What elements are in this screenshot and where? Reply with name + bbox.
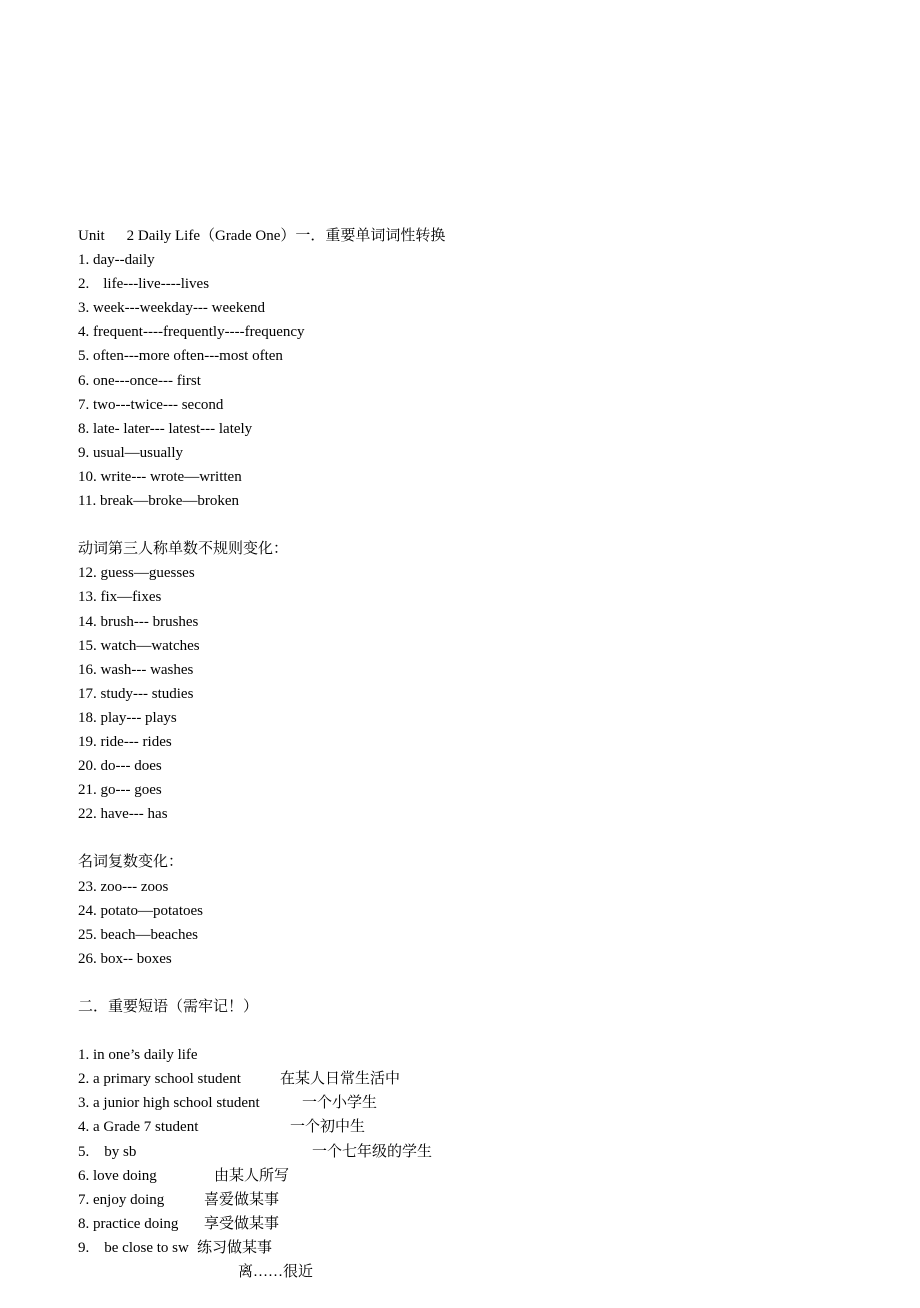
list-item: 9. usual—usually (78, 444, 183, 461)
list-item: 7. two---twice--- second (78, 396, 224, 413)
phrase-english: 1. in one’s daily life (78, 1047, 198, 1064)
title-unit: Unit (78, 228, 105, 244)
list-item: 15. watch—watches (78, 637, 200, 654)
phrase-english: 2. a primary school student (78, 1071, 241, 1088)
item-text: life---live----lives (103, 276, 210, 293)
list-item: 11. break—broke—broken (78, 493, 240, 510)
spacer (78, 513, 898, 537)
phrase-chinese: 在某人日常生活中 (280, 1071, 401, 1088)
list-item: 24. potato—potatoes (78, 902, 203, 919)
title-rest: 2 Daily Life（Grade One）一．重要单词词性转换 (126, 228, 446, 244)
phrase-chinese: 享受做某事 (204, 1215, 280, 1232)
list-item: 10. write--- wrote—written (78, 468, 242, 485)
list-item: 20. do--- does (78, 758, 162, 775)
section-heading: 动词第三人称单数不规则变化： (78, 541, 289, 558)
phrase-chinese: 一个小学生 (302, 1095, 378, 1112)
list-item (78, 272, 898, 296)
section-heading: 名词复数变化： (78, 854, 184, 871)
phrase-chinese: 一个七年级的学生 (312, 1143, 433, 1160)
phrase-english: 6. love doing (78, 1167, 157, 1184)
list-item: 8. late- later--- latest--- lately (78, 420, 253, 437)
phrase-chinese: 一个初中生 (290, 1119, 366, 1136)
list-item: 23. zoo--- zoos (78, 878, 169, 895)
document-title (78, 224, 898, 248)
phrase-english: 4. a Grade 7 student (78, 1119, 199, 1136)
document-page (78, 224, 898, 1281)
list-item: 12. guess—guesses (78, 565, 195, 582)
list-item: 5. often---more often---most often (78, 348, 283, 365)
section-third-person (78, 537, 898, 826)
spacer (78, 971, 898, 995)
phrase-english: 5. by sb (78, 1143, 137, 1160)
phrase-english: 9. be close to sw (78, 1239, 189, 1256)
spacer (78, 826, 898, 850)
phrase-chinese: 喜爱做某事 (204, 1191, 280, 1208)
list-item: 6. one---once--- first (78, 372, 201, 389)
list-item: 18. play--- plays (78, 709, 177, 726)
section-phrases (78, 995, 898, 1281)
phrase-chinese: 离……很近 (238, 1264, 314, 1281)
phrase-chinese: 由某人所写 (214, 1167, 290, 1184)
phrase-english: 3. a junior high school student (78, 1095, 260, 1112)
list-item: 14. brush--- brushes (78, 613, 199, 630)
list-item: 25. beach—beaches (78, 926, 198, 943)
list-item: 26. box-- boxes (78, 950, 172, 967)
section-word-forms (78, 248, 898, 513)
list-item: 16. wash--- washes (78, 661, 194, 678)
item-number: 2. (78, 276, 90, 293)
list-item: 3. week---weekday--- weekend (78, 300, 265, 317)
list-item: 17. study--- studies (78, 685, 194, 702)
list-item: 19. ride--- rides (78, 733, 172, 750)
section-heading: 二．重要短语（需牢记！） (78, 999, 259, 1015)
phrase-chinese: 练习做某事 (197, 1239, 273, 1256)
list-item: 22. have--- has (78, 806, 168, 823)
list-item: 4. frequent----frequently----frequency (78, 324, 305, 341)
list-item: 13. fix—fixes (78, 589, 162, 606)
phrase-english: 8. practice doing (78, 1215, 179, 1232)
list-item: 1. day--daily (78, 252, 155, 269)
list-item: 21. go--- goes (78, 782, 162, 799)
phrase-english: 7. enjoy doing (78, 1191, 165, 1208)
section-plurals (78, 850, 898, 970)
